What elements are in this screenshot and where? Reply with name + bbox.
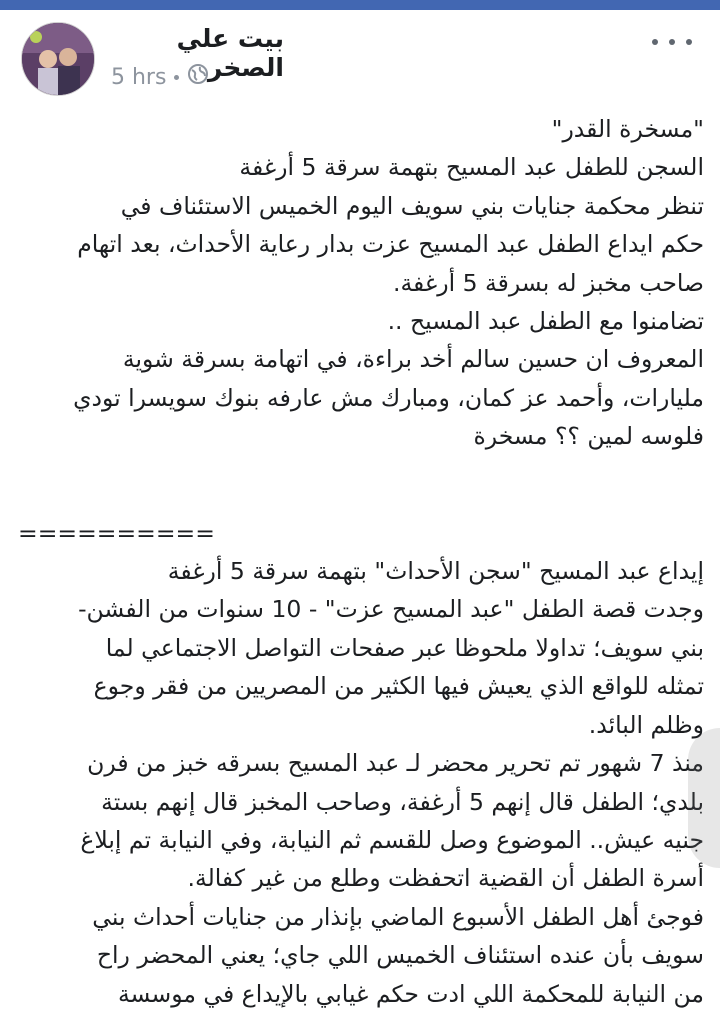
- post-line: المعروف ان حسين سالم أخد براءة، في اتهامة بسرقة شوية: [122, 345, 704, 374]
- post-line: السجن للطفل عبد المسيح بتهمة سرقة 5 أرغفة: [239, 153, 704, 182]
- separator-dot: [174, 75, 179, 80]
- post-line: جنيه عيش.. الموضوع وصل للقسم ثم النيابة، وفي النيابة تم إبلاغ: [80, 825, 704, 854]
- post-line: إيداع عبد المسيح "سجن الأحداث" بتهمة سرقة 5 أرغفة: [167, 557, 704, 586]
- scroll-handle[interactable]: [688, 728, 720, 868]
- post-line: تضامنوا مع الطفل عبد المسيح ..: [387, 307, 704, 336]
- post-line: مليارات، وأحمد عز كمان، ومبارك مش عارفه بنوك سويسرا تودي: [73, 383, 704, 412]
- post-body: [18, 110, 704, 1013]
- post-line: سويف بأن عنده استئناف الخميس اللي جاي؛ يعني المحضر راح: [96, 941, 704, 970]
- post-line: بني سويف؛ تداولا ملحوظا عبر صفحات التواصل الاجتماعي لما: [105, 633, 704, 662]
- post-line: وجدت قصة الطفل "عبد المسيح عزت" - 10 سنوات من الفشن-: [78, 595, 704, 624]
- post-line: صاحب مخبز له بسرقة 5 أرغفة.: [392, 268, 704, 297]
- post-line: حكم ايداع الطفل عبد المسيح عزت بدار رعاية الأحداث، بعد اتهام: [77, 230, 704, 259]
- post-line: بلدي؛ الطفل قال إنهم 5 أرغفة، وصاحب المخبز قال إنهم بستة: [101, 787, 704, 816]
- page-avatar[interactable]: [21, 22, 95, 96]
- post-header: [0, 10, 720, 102]
- post-meta: [111, 62, 209, 92]
- page-name[interactable]: بيت علي الصخر: [176, 24, 284, 82]
- post-line: تمثله للواقع الذي يعيش فيها الكثير من المصريين من فقر وجوع: [93, 672, 704, 701]
- post-line: منذ 7 شهور تم تحرير محضر لـ عبد المسيح بسرقه خبز من فرن: [87, 749, 704, 778]
- post-time[interactable]: 5 hrs: [111, 64, 167, 90]
- post-line: من النيابة للمحكمة اللي ادت حكم غيابي بالإيداع في موسسة: [117, 979, 704, 1008]
- blank-line: [18, 456, 704, 514]
- post-line: فلوسه لمين ؟؟ مسخرة: [473, 422, 704, 451]
- post-line: تنظر محكمة جنايات بني سويف اليوم الخميس الاستئناف في: [120, 191, 704, 220]
- post-line: "مسخرة القدر": [551, 115, 704, 143]
- post-line: أسرة الطفل أن القضية اتحفظت وطلع من غير كفالة.: [187, 864, 704, 893]
- post-line: فوجئ أهل الطفل الأسبوع الماضي بإنذار من جنايات أحداث بني: [92, 902, 704, 931]
- globe-icon: [187, 63, 209, 91]
- post-line: وظلم البائد.: [588, 710, 704, 739]
- separator-line: ==========: [18, 518, 215, 547]
- top-bar: [0, 0, 720, 10]
- more-options-icon[interactable]: [652, 30, 692, 54]
